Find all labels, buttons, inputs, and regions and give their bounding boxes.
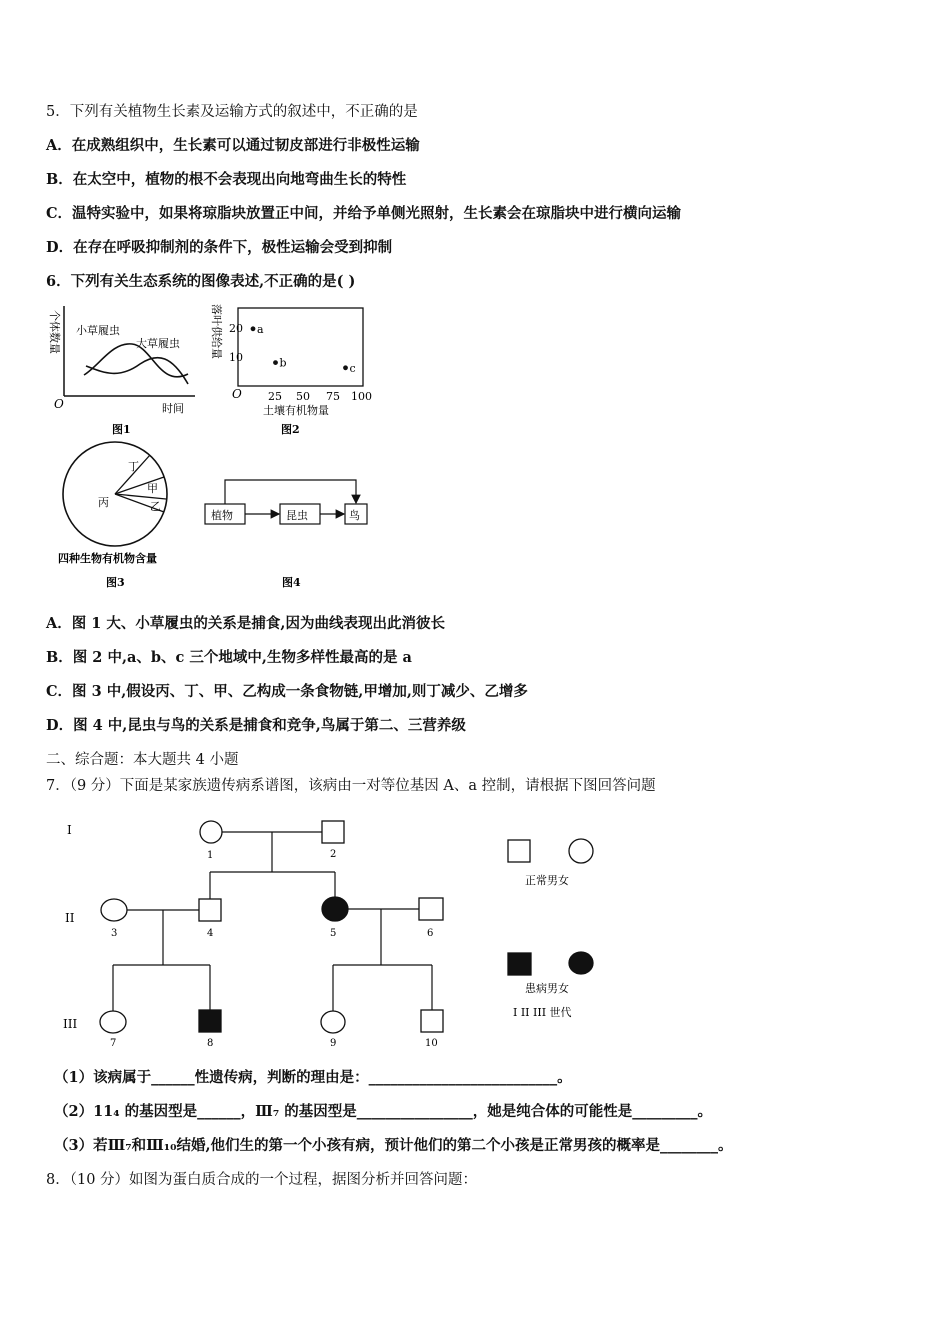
legend-affected-female xyxy=(569,952,593,974)
fig2-ytick-20: 20 xyxy=(229,322,243,335)
gen-label-3: III xyxy=(63,1017,78,1031)
fig1-large-label: 大草履虫 xyxy=(136,337,180,350)
fig2-xtick-75: 75 xyxy=(326,390,340,403)
fig3-title: 四种生物有机物含量 xyxy=(58,552,157,565)
ped-num-7: 7 xyxy=(110,1038,117,1049)
q6-stem: 6．下列有关生态系统的图像表述,不正确的是( ) xyxy=(46,273,356,290)
q7-sub-1: （1）该病属于______性遗传病，判断的理由是：__________________________。 xyxy=(54,1069,572,1086)
fig2-caption: 图2 xyxy=(281,423,300,436)
q5-stem: 5．下列有关植物生长素及运输方式的叙述中，不正确的是 xyxy=(46,104,418,120)
fig2-origin: O xyxy=(232,387,242,401)
fig2-xtick-50: 50 xyxy=(296,390,310,403)
q6-figure-1 xyxy=(40,300,200,440)
q7-pedigree xyxy=(55,810,675,1055)
ped-person-5 xyxy=(322,897,348,921)
ped-person-4 xyxy=(199,899,221,921)
fig3-label-yi: 乙 xyxy=(150,500,161,513)
fig2-frame xyxy=(238,308,363,386)
fig2-point-b xyxy=(273,360,278,365)
q5-option-d: D．在存在呼吸抑制剂的条件下，极性运输会受到抑制 xyxy=(46,239,393,256)
ped-person-9 xyxy=(321,1011,345,1033)
ped-num-2: 2 xyxy=(330,849,337,860)
q6-option-d: D．图 4 中,昆虫与鸟的关系是捕食和竞争,鸟属于第二、三营养级 xyxy=(46,717,466,734)
fig2-point-label-b: b xyxy=(279,356,287,370)
q6-figure-3 xyxy=(50,440,190,596)
ped-person-6 xyxy=(419,898,443,920)
ped-num-6: 6 xyxy=(427,928,434,939)
section-2-heading: 二、综合题：本大题共 4 小题 xyxy=(46,752,239,768)
q7-sub-2: （2）11₄ 的基因型是______，Ⅲ₇ 的基因型是________________，她是纯合体的可能性是_________。 xyxy=(54,1103,712,1120)
fig3-label-bing: 丙 xyxy=(98,496,109,509)
fig4-caption: 图4 xyxy=(282,576,301,589)
fig2-xlabel: 土壤有机物量 xyxy=(263,404,329,417)
fig4-node-plant-label: 植物 xyxy=(211,509,233,522)
fig2-points xyxy=(251,323,356,375)
fig2-point-label-c: c xyxy=(349,361,356,375)
legend-normal-label: 正常男女 xyxy=(525,874,569,887)
q6-option-b: B．图 2 中,a、b、c 三个地域中,生物多样性最高的是 a xyxy=(46,649,412,666)
fig1-caption: 图1 xyxy=(112,423,131,436)
ped-person-8 xyxy=(199,1010,221,1032)
fig3-label-jia: 甲 xyxy=(147,482,158,495)
ped-num-4: 4 xyxy=(207,928,214,939)
q6-option-c: C．图 3 中,假设丙、丁、甲、乙构成一条食物链,甲增加,则丁减少、乙增多 xyxy=(46,683,528,700)
q8-stem: 8．（10 分）如图为蛋白质合成的一个过程，据图分析并回答问题： xyxy=(46,1172,478,1188)
ped-num-9: 9 xyxy=(330,1038,337,1049)
legend-normal-male xyxy=(508,840,530,862)
ped-person-3 xyxy=(101,899,127,921)
fig1-xlabel: 时间 xyxy=(162,402,184,415)
ped-num-5: 5 xyxy=(330,928,337,939)
ped-num-10: 10 xyxy=(425,1038,438,1049)
ped-person-2 xyxy=(322,821,344,843)
legend-affected-male xyxy=(508,953,531,975)
fig2-point-label-a: a xyxy=(257,322,264,336)
q6-figure-2 xyxy=(205,298,380,442)
fig1-ylabel: 个体数量 xyxy=(48,310,61,354)
q6-option-a: A．图 1 大、小草履虫的关系是捕食,因为曲线表现出此消彼长 xyxy=(46,615,445,632)
legend-normal-female xyxy=(569,839,593,863)
fig2-xtick-100: 100 xyxy=(351,390,372,403)
ped-num-1: 1 xyxy=(207,850,214,861)
fig3-caption: 图3 xyxy=(106,576,125,589)
gen-label-1: I xyxy=(67,823,72,837)
fig4-arrow-plant-bird xyxy=(225,480,356,504)
q5-option-b: B．在太空中，植物的根不会表现出向地弯曲生长的特性 xyxy=(46,171,407,188)
fig3-label-ding: 丁 xyxy=(128,460,139,473)
fig2-xtick-25: 25 xyxy=(268,390,282,403)
ped-num-8: 8 xyxy=(207,1038,214,1049)
fig1-small-label: 小草履虫 xyxy=(76,324,120,337)
q6-figure-4 xyxy=(200,470,380,596)
q7-sub-3: （3）若Ⅲ₇和Ⅲ₁₀结婚,他们生的第一个小孩有病，预计他们的第二个小孩是正常男孩的概率是________。 xyxy=(54,1137,733,1154)
legend-affected-label: 患病男女 xyxy=(525,982,569,995)
fig2-point-c xyxy=(343,365,348,370)
fig4-node-insect-label: 昆虫 xyxy=(286,509,308,522)
fig4-node-bird-label: 鸟 xyxy=(349,509,360,522)
gen-label-2: II xyxy=(65,911,75,925)
fig1-origin: O xyxy=(54,397,64,411)
fig2-point-a xyxy=(251,326,256,331)
fig1-curve-large xyxy=(86,358,188,384)
ped-person-7 xyxy=(100,1011,126,1033)
fig2-ylabel: 落叶供给量 xyxy=(210,304,223,359)
ped-num-3: 3 xyxy=(111,928,118,939)
q5-option-a: A．在成熟组织中，生长素可以通过韧皮部进行非极性运输 xyxy=(46,137,420,154)
ped-person-1 xyxy=(200,821,222,843)
fig2-ytick-10: 10 xyxy=(229,351,243,364)
q5-option-c: C．温特实验中，如果将琼脂块放置正中间，并给予单侧光照射，生长素会在琼脂块中进行横向运输 xyxy=(46,205,682,222)
ped-person-10 xyxy=(421,1010,443,1032)
q7-stem: 7．（9 分）下面是某家族遗传病系谱图，该病由一对等位基因 A、a 控制，请根据下图回答问题 xyxy=(46,778,656,794)
legend-generation-label: I II III 世代 xyxy=(513,1006,572,1019)
